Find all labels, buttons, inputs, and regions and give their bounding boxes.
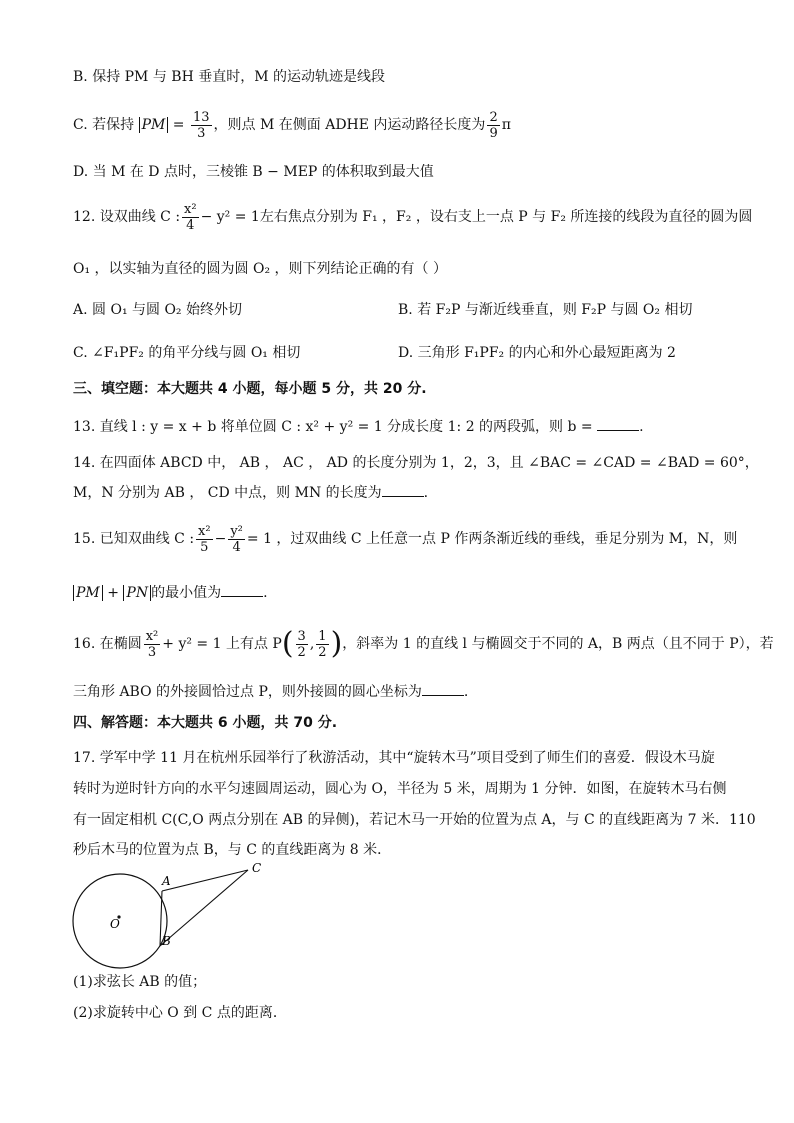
- q12-post: − y² = 1左右焦点分别为 F₁ ，F₂ ，设右支上一点 P 与 F₂ 所连接的线段为直径的圆为圆: [200, 209, 753, 225]
- q16-px-num: 3: [297, 628, 306, 644]
- q15-answer-blank: [221, 582, 263, 597]
- q17-line1: 17. 学军中学 11 月在杭州乐园举行了秋游活动，其中“旋转木马”项目受到了师生们的喜爱．假设木马旋: [73, 750, 715, 766]
- q12-option-a: A. 圆 O₁ 与圆 O₂ 始终外切: [73, 302, 242, 318]
- label-c: C: [252, 861, 262, 875]
- q11-c-fraction: [191, 110, 212, 141]
- q12-fraction: [182, 202, 199, 233]
- q12-fraction-num: x²: [184, 201, 197, 217]
- q16-comma: ,: [309, 636, 315, 652]
- q16-py-den: 2: [318, 644, 327, 660]
- q11-c-fraction-den: 3: [197, 125, 206, 141]
- label-o: O: [110, 917, 120, 931]
- q16-prefix: 16. 在椭圆: [73, 636, 142, 652]
- q11-option-d: D. 当 M 在 D 点时，三棱锥 B − MEP 的体积取到最大值: [73, 164, 434, 180]
- q15-f1-den: 5: [200, 539, 209, 555]
- q16-right-paren: ): [330, 626, 343, 661]
- q13: [73, 416, 644, 437]
- q17-line4: 秒后木马的位置为点 B，与 C 的直线距离为 8 米．: [73, 842, 392, 858]
- q11-c-eq: =: [168, 117, 189, 133]
- q15-line2-text: 的最小值为: [151, 585, 222, 601]
- q14-end: .: [423, 485, 429, 501]
- q16-py-num: 1: [318, 628, 327, 644]
- q15-post: = 1 ，过双曲线 C 上任意一点 P 作两条渐近线的垂线，垂足分别为 M，N，则: [246, 531, 738, 547]
- q17-sub2: (2)求旋转中心 O 到 C 点的距离．: [73, 1005, 287, 1021]
- q15-fraction-2: [228, 524, 245, 555]
- q16-fraction: [144, 629, 161, 660]
- q15-line2: [73, 582, 268, 603]
- q16-post: ，斜率为 1 的直线 l 与椭圆交于不同的 A，B 两点（且不同于 P），若: [342, 636, 774, 652]
- label-b: B: [162, 934, 171, 948]
- q15-f2-den: 4: [232, 539, 241, 555]
- q16-line1: [73, 626, 774, 662]
- q15-plus: +: [102, 585, 124, 601]
- q16-p-y: [316, 629, 328, 660]
- q16-px-den: 2: [297, 644, 306, 660]
- q14-line1: 14. 在四面体 ABCD 中， AB ， AC ， AD 的长度分别为 1，2，3，且 ∠BAC = ∠CAD = ∠BAD = 60°，: [73, 455, 759, 471]
- q12-option-c: C. ∠F₁PF₂ 的角平分线与圆 O₁ 相切: [73, 345, 301, 361]
- q16-mid: + y² = 1 上有点 P: [162, 636, 282, 652]
- section-fill-in-title: 三、填空题：本大题共 4 小题，每小题 5 分，共 20 分.: [73, 381, 427, 397]
- q11-c-length-fraction: [487, 110, 499, 141]
- q16-end: .: [463, 684, 469, 700]
- q17-line2: 转时为逆时针方向的水平匀速圆周运动，圆心为 O，半径为 5 米，周期为 1 分钟．如图，在旋转木马右侧: [73, 781, 727, 797]
- q12-prefix: 12. 设双曲线 C :: [73, 209, 181, 225]
- carousel-circle: [73, 874, 167, 968]
- q12-stem-line1: [73, 200, 752, 234]
- q14-line2: [73, 482, 428, 503]
- segment-bc: [160, 870, 248, 946]
- q13-answer-blank: [597, 416, 639, 431]
- q17-line3: 有一固定相机 C(C,O 两点分别在 AB 的异侧)，若记木马一开始的位置为点 A，与 C 的直线距离为 7 米．110: [73, 812, 756, 828]
- q15-fraction-1: [196, 524, 213, 555]
- q11-c-end: π: [501, 117, 511, 133]
- q17-sub1: (1)求弦长 AB 的值；: [73, 974, 207, 990]
- q12-option-b: B. 若 F₂P 与渐近线垂直，则 F₂P 与圆 O₂ 相切: [398, 302, 693, 318]
- q13-text: 13. 直线 l : y = x + b 将单位圆 C : x² + y² = 1 分成长度 1: 2 的两段弧，则 b =: [73, 419, 593, 435]
- q15-prefix: 15. 已知双曲线 C :: [73, 531, 195, 547]
- q14-line2-text: M，N 分别为 AB ， CD 中点，则 MN 的长度为: [73, 485, 382, 501]
- q11-c-prefix: C. 若保持: [73, 117, 135, 133]
- q17-figure: [70, 855, 290, 979]
- q16-left-paren: (: [281, 626, 294, 661]
- label-a: A: [162, 874, 171, 888]
- q15-end: .: [263, 585, 268, 601]
- q15-f2-num: y²: [230, 523, 243, 539]
- q12-fraction-den: 4: [186, 217, 195, 233]
- q15-f1-num: x²: [198, 523, 211, 539]
- q16-line2-text: 三角形 ABO 的外接圆恰过点 P，则外接圆的圆心坐标为: [73, 684, 422, 700]
- q15-abs-pn: PN: [123, 585, 151, 601]
- q11-c-abs: PM: [139, 117, 169, 133]
- q11-c-length-num: 2: [489, 109, 498, 125]
- q15-abs-pm: PM: [73, 585, 103, 601]
- q16-f-num: x²: [145, 628, 159, 644]
- q16-answer-blank: [422, 681, 464, 696]
- section-solutions-title: 四、解答题：本大题共 6 小题，共 70 分.: [73, 715, 338, 731]
- q11-c-length-den: 9: [489, 125, 498, 141]
- q12-option-d: D. 三角形 F₁PF₂ 的内心和外心最短距离为 2: [398, 345, 676, 361]
- q11-option-c: [73, 108, 511, 142]
- carousel-diagram: [70, 855, 290, 975]
- q15-minus: −: [214, 531, 227, 547]
- q16-line2: [73, 681, 468, 702]
- q11-option-b: B. 保持 PM 与 BH 垂直时，M 的运动轨迹是线段: [73, 69, 386, 85]
- q11-c-mid: ，则点 M 在侧面 ADHE 内运动路径长度为: [213, 117, 486, 133]
- q16-p-x: [296, 629, 308, 660]
- q12-stem-line2: O₁ ，以实轴为直径的圆为圆 O₂ ，则下列结论正确的有（ ）: [73, 261, 447, 277]
- q15-line1: [73, 522, 737, 556]
- q16-f-den: 3: [147, 644, 157, 660]
- q13-end: .: [639, 419, 644, 435]
- q11-c-fraction-num: 13: [192, 109, 210, 125]
- q14-answer-blank: [382, 482, 424, 497]
